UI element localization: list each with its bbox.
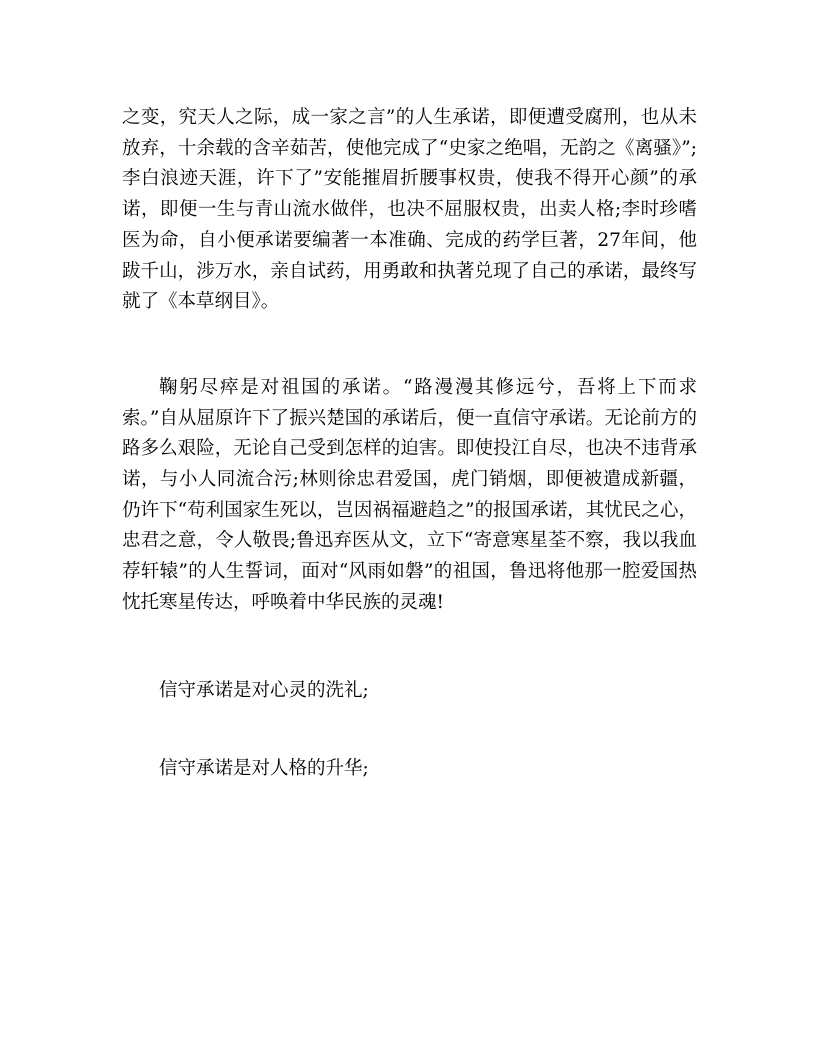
paragraph-spacer	[122, 619, 697, 676]
document-body	[122, 103, 697, 785]
paragraph-soul-baptism: 信守承诺是对心灵的洗礼;	[159, 679, 369, 701]
paragraph-spacer	[122, 706, 697, 754]
paragraph-promise-to-motherland: 鞠躬尽瘁是对祖国的承诺。“路漫漫其修远兮，吾将上下而求索。”自从屈原许下了振兴楚国的承诺后，便一直信守承诺。无论前方的路多么艰险，无论自己受到怎样的迫害。即使投江自尽，也决不违背承诺，与小人同流合污;林则徐忠君爱国，虎门销烟，即便被遣成新疆，仍许下“苟利国家生死以，岂因祸福避趋之”的报国承诺，其忧民之心，忠君之意，令人敬畏;鲁迅弃医从文，立下“寄意寒星荃不察，我以我血荐轩辕”的人生誓词，面对“风雨如磐”的祖国，鲁迅将他那一腔爱国热忱托寒星传达，呼唤着中华民族的灵魂!	[122, 376, 697, 613]
paragraph-historical-promises: 之变，究天人之际，成一家之言”的人生承诺，即便遭受腐刑，也从未放弃，十余载的含辛茹苦，使他完成了“史家之绝唱，无韵之《离骚》”;李白浪迹天涯，许下了”安能摧眉折腰事权贵，使我不得开心颜”的承诺，即便一生与青山流水做伴，也决不屈服权贵，出卖人格;李时珍嗜医为命，自小便承诺要编著一本准确、完成的药学巨著，27年间，他跋千山，涉万水，亲自试药，用勇敢和执著兑现了自己的承诺，最终写就了《本草纲目》。	[122, 107, 697, 313]
paragraph-spacer	[122, 318, 697, 373]
paragraph-character-sublimation: 信守承诺是对人格的升华;	[159, 758, 369, 780]
